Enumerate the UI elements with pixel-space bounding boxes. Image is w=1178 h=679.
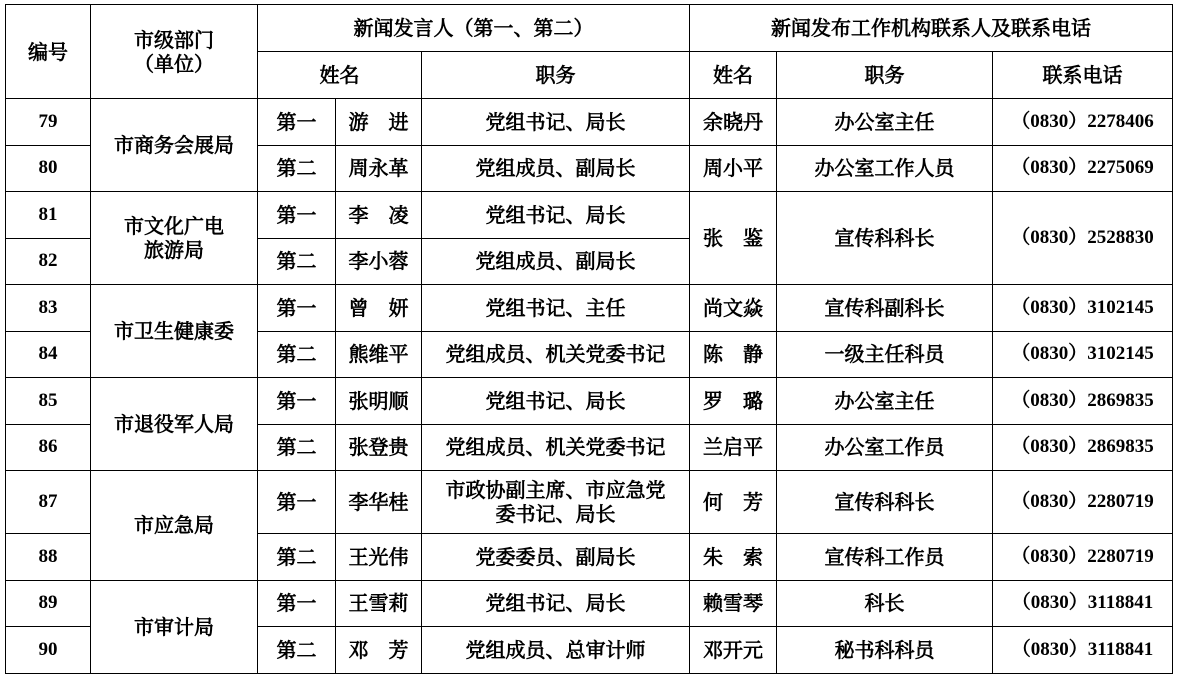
table-row [6,378,1173,425]
contact-phone: （0830）2528830 [993,192,1173,285]
spokesperson-position [422,424,690,471]
header-row-1 [6,5,1173,52]
header-contact-position: 职务 [777,52,993,99]
contact-phone: （0830）3118841 [993,580,1173,627]
header-department [91,5,258,99]
header-position: 职务 [422,52,690,99]
spokesperson-rank: 第二 [258,534,336,581]
spokesperson-name: 周永革 [336,145,422,192]
row-number: 79 [6,99,91,146]
spokesperson-position [422,378,690,425]
contact-name: 何 芳 [690,471,777,534]
department-name [91,471,258,581]
department-name [91,99,258,192]
spokesperson-position-line: 党组成员、总审计师 [465,637,646,662]
spokesperson-position [422,99,690,146]
row-number: 90 [6,627,91,674]
spokesperson-position [422,331,690,378]
contact-phone: （0830）2869835 [993,424,1173,471]
contact-position: 宣传科科长 [777,471,993,534]
spokesperson-position [422,580,690,627]
row-number: 84 [6,331,91,378]
spokesperson-rank: 第一 [258,99,336,146]
spokesperson-name: 张登贵 [336,424,422,471]
department-name-line: 市应急局 [134,513,214,538]
contact-name: 邓开元 [690,627,777,674]
spokesperson-name: 邓 芳 [336,627,422,674]
contact-name: 陈 静 [690,331,777,378]
spokesperson-position [422,192,690,239]
contact-position: 办公室主任 [777,378,993,425]
contact-phone: （0830）2275069 [993,145,1173,192]
table-row [6,471,1173,534]
row-number: 88 [6,534,91,581]
row-number: 80 [6,145,91,192]
row-number: 86 [6,424,91,471]
header-contact-group: 新闻发布工作机构联系人及联系电话 [690,5,1173,52]
spokesperson-rank: 第一 [258,378,336,425]
spokesperson-position-line: 党组成员、副局长 [475,249,636,274]
contact-phone: （0830）3102145 [993,285,1173,332]
spokesperson-position-line: 党组成员、机关党委书记 [445,435,666,460]
row-number: 81 [6,192,91,239]
spokesperson-rank: 第一 [258,580,336,627]
table-row [6,285,1173,332]
department-name [91,378,258,471]
header-phone: 联系电话 [993,52,1173,99]
spokesperson-position [422,238,690,285]
table-row [6,192,1173,239]
contact-position: 秘书科科员 [777,627,993,674]
department-name-line: 市审计局 [134,614,214,639]
spokesperson-position-line: 党组书记、局长 [485,591,626,616]
table-row [6,580,1173,627]
department-name-line: 市商务会展局 [114,133,234,157]
department-name-line: 市退役军人局 [114,412,234,436]
department-name [91,192,258,285]
header-number: 编号 [6,5,91,99]
contact-position: 科长 [777,580,993,627]
contact-phone: （0830）2280719 [993,471,1173,534]
row-number: 83 [6,285,91,332]
contact-name: 朱 索 [690,534,777,581]
spokesperson-rank: 第二 [258,145,336,192]
header-contact-name: 姓名 [690,52,777,99]
spokesperson-name: 熊维平 [336,331,422,378]
spokesperson-rank: 第一 [258,285,336,332]
department-name-line: 市文化广电 [124,214,224,238]
spokesperson-name: 李小蓉 [336,238,422,285]
spokesperson-name: 张明顺 [336,378,422,425]
header-department-line2: （单位） [134,51,214,76]
row-number: 85 [6,378,91,425]
spokesperson-position-line: 党组书记、局长 [485,202,626,227]
contact-name: 尚文焱 [690,285,777,332]
spokesperson-rank: 第二 [258,627,336,674]
spokesperson-name: 李华桂 [336,471,422,534]
contact-position: 办公室工作人员 [777,145,993,192]
contact-position: 宣传科科长 [777,192,993,285]
contact-position: 一级主任科员 [777,331,993,378]
spokesperson-position [422,534,690,581]
spokesperson-position [422,145,690,192]
spokesperson-rank: 第二 [258,424,336,471]
contact-position: 办公室工作员 [777,424,993,471]
spokesperson-name: 王光伟 [336,534,422,581]
contact-phone: （0830）3118841 [993,627,1173,674]
row-number: 87 [6,471,91,534]
spokesperson-name: 曾 妍 [336,285,422,332]
spokesperson-position-line: 党组成员、机关党委书记 [445,342,666,367]
contact-position: 宣传科工作员 [777,534,993,581]
spokesperson-rank: 第二 [258,331,336,378]
spokesperson-position [422,471,690,534]
spokesperson-name: 游 进 [336,99,422,146]
header-department-line1: 市级部门 [134,27,214,52]
contact-phone: （0830）2278406 [993,99,1173,146]
spokesperson-name: 王雪莉 [336,580,422,627]
contact-name: 罗 璐 [690,378,777,425]
contact-name: 张 鉴 [690,192,777,285]
contact-phone: （0830）2869835 [993,378,1173,425]
department-name [91,580,258,673]
contact-name: 余晓丹 [690,99,777,146]
contact-name: 周小平 [690,145,777,192]
spokesperson-position [422,285,690,332]
spokesperson-position-line: 党组书记、局长 [485,388,626,413]
header-name: 姓名 [258,52,422,99]
department-name-line: 市卫生健康委 [114,319,234,343]
spokesperson-position-line: 党委委员、副局长 [475,544,636,569]
spokesperson-rank: 第二 [258,238,336,285]
spokesperson-position-line: 党组成员、副局长 [475,156,636,181]
department-name-line: 旅游局 [144,238,204,262]
row-number: 82 [6,238,91,285]
spokesperson-table [5,4,1173,674]
spokesperson-rank: 第一 [258,471,336,534]
spokesperson-name: 李 凌 [336,192,422,239]
spokesperson-position-line: 党组书记、局长 [485,109,626,134]
contact-position: 办公室主任 [777,99,993,146]
department-name [91,285,258,378]
spokesperson-rank: 第一 [258,192,336,239]
contact-name: 兰启平 [690,424,777,471]
contact-name: 赖雪琴 [690,580,777,627]
spokesperson-position-line: 委书记、局长 [495,502,616,526]
table-row [6,99,1173,146]
spokesperson-position-line: 党组书记、主任 [485,295,626,320]
contact-phone: （0830）2280719 [993,534,1173,581]
contact-phone: （0830）3102145 [993,331,1173,378]
spokesperson-position [422,627,690,674]
row-number: 89 [6,580,91,627]
header-spokesperson-group: 新闻发言人（第一、第二） [258,5,690,52]
spokesperson-position-line: 市政协副主席、市应急党 [445,478,666,502]
contact-position: 宣传科副科长 [777,285,993,332]
